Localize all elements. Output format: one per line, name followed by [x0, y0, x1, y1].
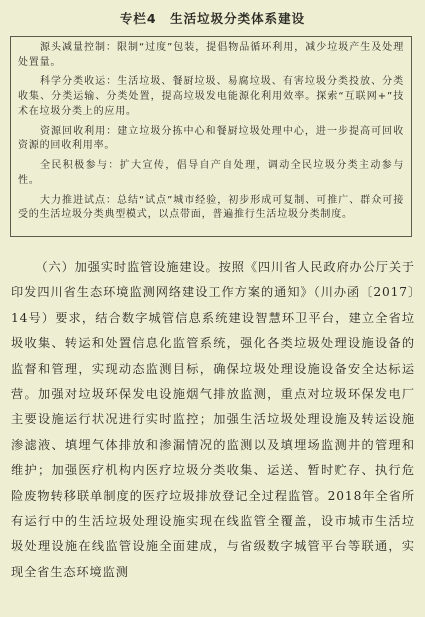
box-item-pilot-promotion: 大力推进试点：总结“试点”城市经验，初步形成可复制、可推广、群众可接受的生活垃圾分类典型模式，以点带面，普遍推行生活垃圾分类制度。	[18, 194, 404, 221]
box-item-classified-collection: 科学分类收运：生活垃圾、餐厨垃圾、易腐垃圾、有害垃圾分类投放、分类收集、分类运输、分类处置，提高垃圾发电能源化利用效率。探索“互联网+”技术在垃圾分类上的应用。	[18, 76, 404, 117]
box-item-source-reduction: 源头减量控制：限制“过度”包装，提倡物品循环利用，减少垃圾产生及处理处置量。	[18, 42, 404, 68]
sidebar-box-title: 专栏4 生活垃圾分类体系建设	[119, 11, 306, 26]
box-item-resource-recycling: 资源回收利用：建立垃圾分拣中心和餐厨垃圾处理中心，进一步提高可回收资源的回收利用率。	[18, 125, 404, 152]
box-item-public-participation: 全民积极参与：扩大宣传，倡导自产自处理，调动全民垃圾分类主动参与性。	[18, 160, 404, 186]
info-sidebar-box	[10, 36, 412, 237]
body-paragraph: （六）加强实时监管设施建设。按照《四川省人民政府办公厅关于印发四川省生态环境监测网络建设工作方案的通知》（川办函〔2017〕14号）要求，结合数字城管信息系统建设智慧环卫平台，建立全省垃圾收集、转运和处置信息化监管系统，强化各类垃圾处理设施设备的监督和管理，实现动态监测目标，确保垃圾处理设施设备安全达标运营。加强对垃圾环保发电设施烟气排放监测，重点对垃圾环保发电厂主要设施运行状况进行实时监控；加强生活垃圾处理设施及转运设施渗滤液、填埋气体排放和渗漏情况的监测以及填埋场监测井的管理和维护；加强医疗机构内医疗垃圾分类收集、运送、暂时贮存、执行危险废物转移联单制度的医疗垃圾排放登记全过程监管。2018年全省所有运行中的生活垃圾处理设施实现在线监管全覆盖，设市城市生活垃圾处理设施在线监管设施全面建成，与省级数字城管平台等联通，实现全省生态环境监测	[11, 260, 415, 579]
main-body-text	[11, 255, 415, 585]
